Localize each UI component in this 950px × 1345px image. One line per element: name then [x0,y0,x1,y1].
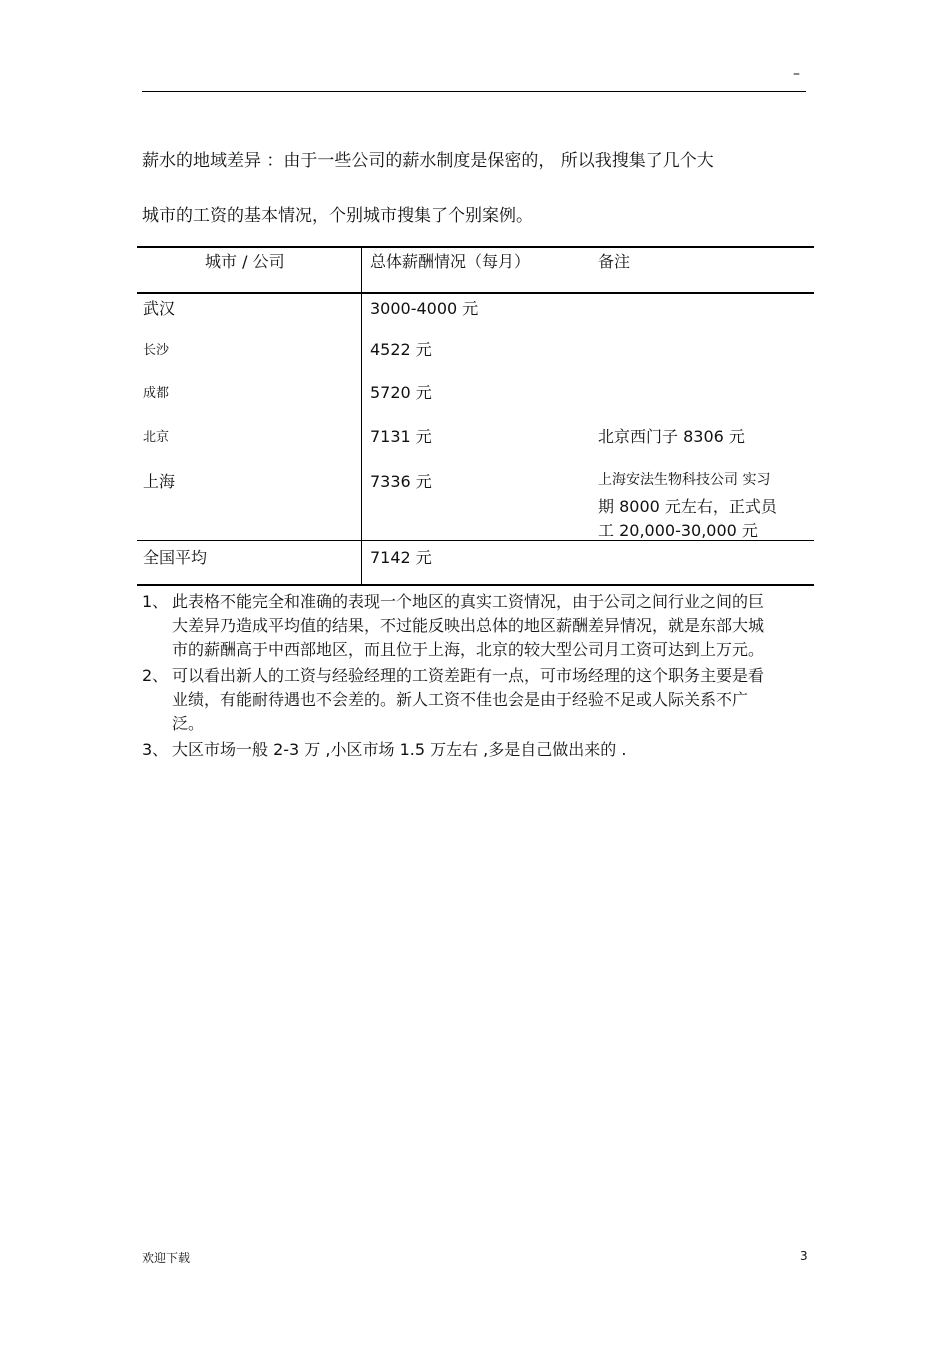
table-rule-bottom [137,584,814,586]
table-cell-salary: 7142 元 [370,548,432,567]
table-cell-city: 全国平均 [143,548,208,567]
table-rule-top [137,246,814,248]
table-cell-salary: 5720 元 [370,383,432,402]
table-header-city: 城市 / 公司 [205,252,285,271]
notes-list [142,590,782,764]
table-cell-note: 工 20,000-30,000 元 [598,521,758,540]
note-number: 2、 [142,666,169,685]
table-cell-city: 武汉 [143,299,176,318]
intro-line-2: 城市的工资的基本情况，个别城市搜集了个别案例。 [142,206,533,226]
table-cell-note: 期 8000 元左右，正式员 [598,497,777,516]
table-cell-city: 成都 [143,386,170,401]
note-number: 1、 [142,592,169,611]
table-cell-note: 上海安法生物科技公司 实习 [598,472,771,488]
table-rule-header [137,292,814,294]
page-number: 3 [800,1249,808,1263]
note-item [142,590,782,662]
header-rule [142,91,806,92]
note-text: 可以看出新人的工资与经验经理的工资差距有一点，可市场经理的这个职务主要是看业绩，有能耐待遇也不会差的。新人工资不佳也会是由于经验不足或人际关系不广泛。 [172,666,765,733]
note-number: 3、 [142,740,169,759]
note-text: 大区市场一般 2-3 万 ,小区市场 1.5 万左右 ,多是自己做出来的 . [172,740,627,759]
note-item [142,664,782,736]
table-column-divider [361,246,362,584]
table-cell-salary: 7131 元 [370,427,432,446]
header-mark: – [793,66,800,82]
table-cell-salary: 3000-4000 元 [370,299,479,318]
note-text: 此表格不能完全和准确的表现一个地区的真实工资情况，由于公司之间行业之间的巨大差异乃造成平均值的结果，不过能反映出总体的地区薪酬差异情况，就是东部大城市的薪酬高于中西部地区，而且位于上海，北京的较大型公司月工资可达到上万元。 [172,592,765,659]
table-cell-city: 上海 [143,472,176,491]
note-item [142,738,782,762]
table-cell-city: 长沙 [143,343,170,358]
table-header-note: 备注 [598,252,631,271]
table-cell-note: 北京西门子 8306 元 [598,427,745,446]
table-header-salary: 总体薪酬情况（每月） [370,252,531,271]
salary-table [137,246,814,585]
table-cell-city: 北京 [143,430,170,445]
table-cell-salary: 7336 元 [370,472,432,491]
intro-line-1: 薪水的地域差异 ：由于一些公司的薪水制度是保密的， 所以我搜集了几个大 [142,151,714,171]
table-cell-salary: 4522 元 [370,340,432,359]
footer-text: 欢迎下载 [142,1251,191,1265]
